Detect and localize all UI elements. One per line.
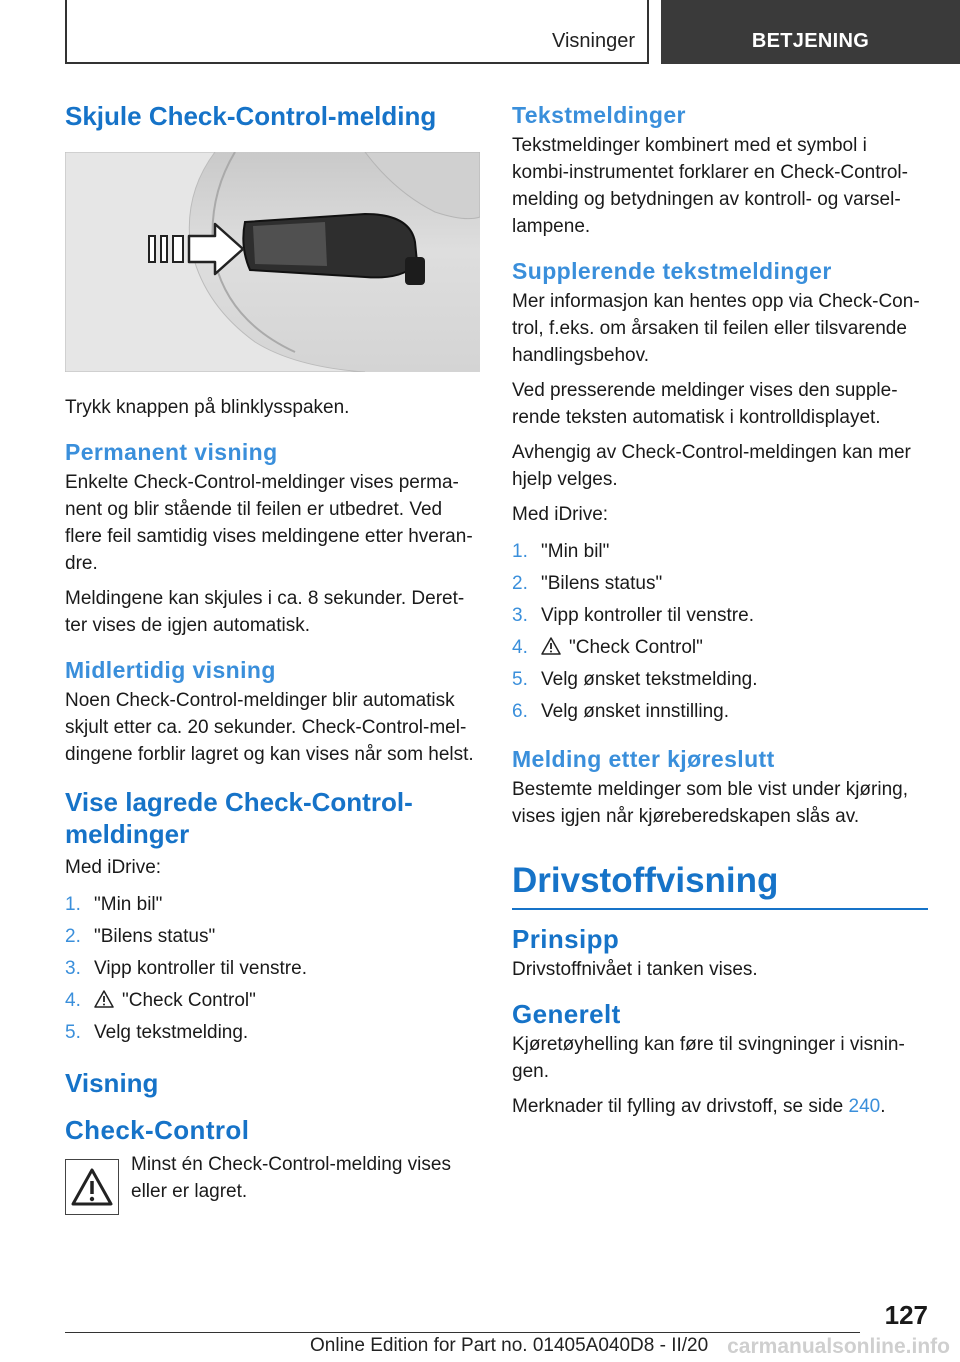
list-item: [65, 985, 480, 1017]
list-item: [65, 1017, 480, 1049]
list-item: [65, 889, 480, 921]
list-item: [512, 632, 928, 664]
step-text: "Check Control": [569, 637, 703, 658]
stored-idrive-intro: Med iDrive:: [65, 857, 162, 878]
list-item: [512, 568, 928, 600]
step-number: 4.: [512, 637, 528, 658]
general-paragraph-end: .: [880, 1096, 886, 1117]
general-paragraph-2: [512, 1093, 928, 1120]
step-text: Vipp kontroller til venstre.: [541, 605, 754, 626]
permanent-paragraph-2: Meldingene kan skjules i ca. 8 sekunder. Deretter vises de igjen automatisk.: [65, 588, 465, 636]
footer-edition-text: Online Edition for Part no. 01405A040D8 - II/20: [310, 1335, 709, 1356]
supplementary-idrive-intro: Med iDrive:: [512, 504, 609, 525]
supplementary-paragraph-2: Ved presserende meldinger vises den supplerende teksten automatisk i kontrolldisplayet.: [512, 380, 898, 428]
temporary-paragraph-1: Noen Check-Control-meldinger blir automatisk skjult etter ca. 20 sekunder. Check-Control-meldingene forblir lagret og kan vises når som helst.: [65, 690, 474, 765]
warning-triangle-icon: [94, 990, 114, 1008]
list-item: [512, 664, 928, 696]
warning-symbol-box: [65, 1159, 119, 1215]
step-number: 4.: [65, 990, 81, 1011]
footer-divider: [65, 1332, 860, 1333]
step-text: Vipp kontroller til venstre.: [94, 958, 307, 979]
step-text: Velg ønsket innstilling.: [541, 701, 729, 722]
text-messages-heading: Tekstmeldinger: [512, 102, 686, 128]
page-reference-link[interactable]: 240: [848, 1096, 881, 1117]
step-number: 6.: [512, 701, 528, 722]
permanent-paragraph-1: Enkelte Check-Control-meldinger vises permanent og blir stående til feilen er utbedret. Ved flere feil samtidig vises meldingene etter hverandre.: [65, 472, 473, 574]
after-drive-heading: Melding etter kjøreslutt: [512, 746, 775, 772]
text-messages-paragraph: Tekstmeldinger kombinert med et symbol i kombi-instrumentet forklarer en Check-Control-melding og betydningen av kontroll- og varsellampene.: [512, 135, 908, 237]
stored-steps-list: [65, 889, 480, 1049]
stored-messages-heading: Vise lagrede Check-Control-meldinger: [65, 787, 413, 849]
step-text: "Min bil": [94, 894, 163, 915]
warning-triangle-icon: [541, 637, 561, 655]
principle-paragraph: Drivstoffnivået i tanken vises.: [512, 959, 758, 980]
hide-message-heading: Skjule Check-Control-melding: [65, 101, 437, 131]
check-control-warning-block: [65, 1151, 480, 1215]
step-number: 5.: [512, 669, 528, 690]
list-item: [512, 696, 928, 728]
step-number: 5.: [65, 1022, 81, 1043]
principle-heading: Prinsipp: [512, 924, 620, 954]
stalk-drawing: [65, 152, 480, 372]
step-number: 1.: [512, 541, 528, 562]
step-text: Velg ønsket tekstmelding.: [541, 669, 758, 690]
header-chapter-box: [661, 0, 960, 64]
list-item: [512, 536, 928, 568]
header-section-box: [65, 0, 649, 64]
list-item: [65, 953, 480, 985]
display-heading: Visning: [65, 1068, 159, 1098]
temporary-display-heading: Midlertidig visning: [65, 657, 276, 683]
step-number: 2.: [65, 926, 81, 947]
step-text: "Min bil": [541, 541, 610, 562]
right-column: [512, 100, 928, 1128]
supplementary-paragraph-1: Mer informasjon kan hentes opp via Check-Control, f.eks. om årsaken til feilen eller tilsvarende handlingsbehov.: [512, 291, 920, 366]
step-number: 3.: [512, 605, 528, 626]
list-item: [65, 921, 480, 953]
illustration-caption: Trykk knappen på blinklysspaken.: [65, 397, 350, 418]
step-text: Velg tekstmelding.: [94, 1022, 249, 1043]
step-text: "Bilens status": [541, 573, 663, 594]
permanent-display-heading: Permanent visning: [65, 439, 278, 465]
general-heading: Generelt: [512, 999, 621, 1029]
general-paragraph-1: Kjøretøyhelling kan føre til svingninger i visningen.: [512, 1034, 905, 1082]
step-text: "Bilens status": [94, 926, 216, 947]
check-control-heading: Check-Control: [65, 1115, 250, 1145]
fuel-gauge-chapter-title: Drivstoffvisning: [512, 860, 928, 910]
general-paragraph-text: Merknader til fylling av drivstoff, se side: [512, 1096, 849, 1117]
supplementary-steps-list: [512, 536, 928, 728]
turn-signal-stalk-illustration: [65, 152, 480, 372]
step-number: 2.: [512, 573, 528, 594]
left-column: [65, 100, 480, 1215]
step-number: 1.: [65, 894, 81, 915]
supplementary-heading: Supplerende tekstmeldinger: [512, 258, 832, 284]
watermark-text: carmanualsonline.info: [727, 1335, 950, 1358]
warning-triangle-icon: [70, 1167, 114, 1207]
step-text: "Check Control": [122, 990, 256, 1011]
page-number: 127: [884, 1300, 928, 1330]
check-control-description: Minst én Check-Control-melding vises eller er lagret.: [131, 1154, 451, 1202]
list-item: [512, 600, 928, 632]
after-drive-paragraph: Bestemte meldinger som ble vist under kjøring, vises igjen når kjøreberedskapen slås av.: [512, 779, 908, 827]
header-section-title: Visninger: [551, 30, 635, 52]
supplementary-paragraph-3: Avhengig av Check-Control-meldingen kan mer hjelp velges.: [512, 442, 911, 490]
step-number: 3.: [65, 958, 81, 979]
header-chapter-title: BETJENING: [751, 30, 870, 52]
